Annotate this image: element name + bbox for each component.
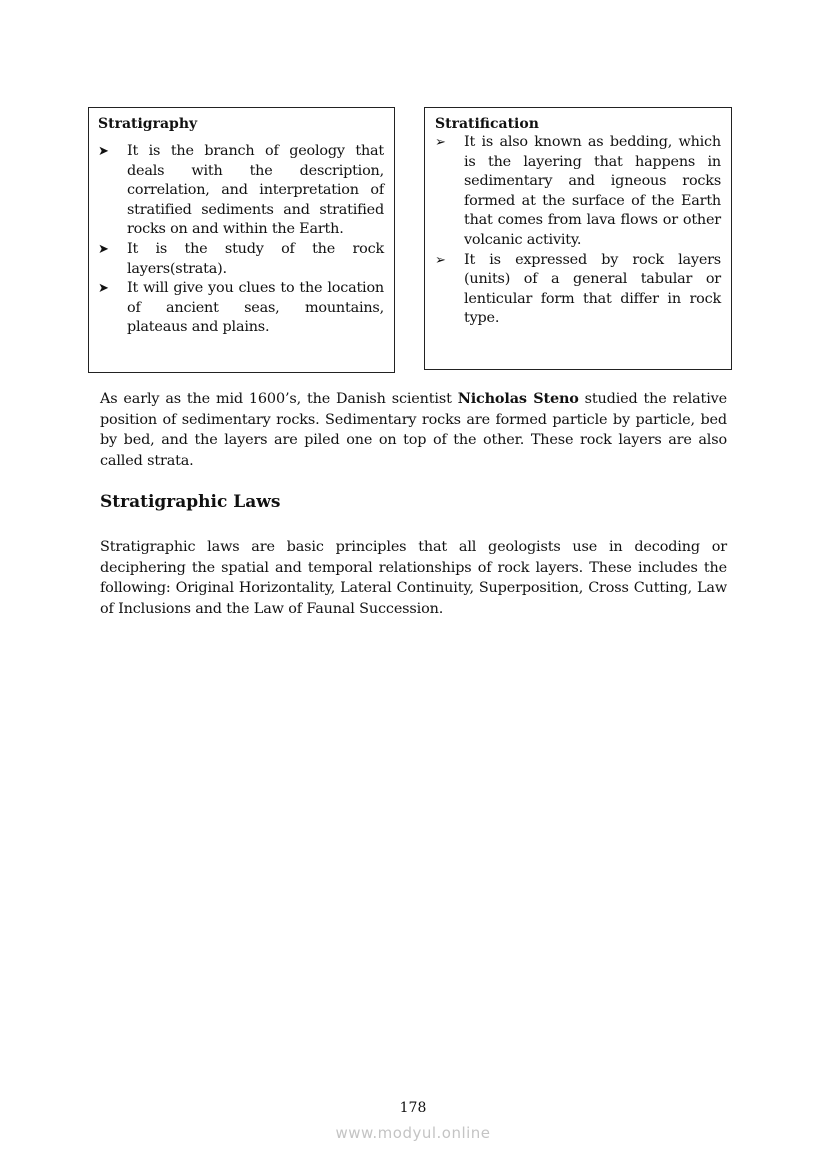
stratigraphic-laws-paragraph: Stratigraphic laws are basic principles that all geologists use in decoding or deciphering the spatial and temporal relationships of rock layers. These includes the following: Original Horizontality, Lateral Continuity, Superposition, Cross Cutting, Law of Inclusions and the Law of Faunal Succession. <box>100 539 727 617</box>
list-item-text: It will give you clues to the location of ancient seas, mountains, plateaus and plains. <box>127 280 384 336</box>
scientist-name: Nicholas Steno <box>457 390 579 407</box>
arrow-bullet-icon: ➤ <box>98 241 109 257</box>
arrow-bullet-icon: ➤ <box>98 144 109 159</box>
list-item <box>98 240 384 279</box>
stratification-box <box>424 107 732 370</box>
list-item <box>98 279 384 338</box>
stratigraphy-box <box>88 107 395 373</box>
list-item <box>435 133 721 251</box>
list-item-text: It is the study of the rock layers(strata). <box>127 240 384 277</box>
paragraph-text: As early as the mid 1600’s, the Danish scientist <box>100 391 458 407</box>
steno-paragraph <box>100 389 727 471</box>
list-item-text: It is the branch of geology that deals with the description, correlation, and interpretation of stratified sediments and stratified rocks on and within the Earth. <box>127 143 384 238</box>
page-number: 178 <box>399 1100 427 1116</box>
stratigraphy-list <box>98 142 384 338</box>
list-item <box>435 251 721 329</box>
list-item-text: It is expressed by rock layers (units) of a general tabular or lenticular form that differ in rock type. <box>464 251 721 327</box>
list-item <box>98 142 384 240</box>
outline-arrow-bullet-icon: ➢ <box>435 135 446 150</box>
section-heading: Stratigraphic Laws <box>100 492 281 512</box>
paragraph-text: studied the relative position of sedimentary rocks. Sedimentary rocks are formed particle by particle, bed by bed, and the layers are piled one on top of the other. These rock layers are also called strata. <box>100 391 727 469</box>
stratigraphy-title: Stratigraphy <box>98 116 198 132</box>
stratification-title: Stratification <box>435 116 539 132</box>
outline-arrow-bullet-icon: ➢ <box>435 252 446 268</box>
stratification-list <box>435 133 721 329</box>
arrow-bullet-icon: ➤ <box>98 281 109 297</box>
watermark: www.modyul.online <box>335 1124 491 1142</box>
list-item-text: It is also known as bedding, which is the layering that happens in sedimentary and igneous rocks formed at the surface of the Earth that comes from lava flows or other volcanic activity. <box>464 134 721 248</box>
